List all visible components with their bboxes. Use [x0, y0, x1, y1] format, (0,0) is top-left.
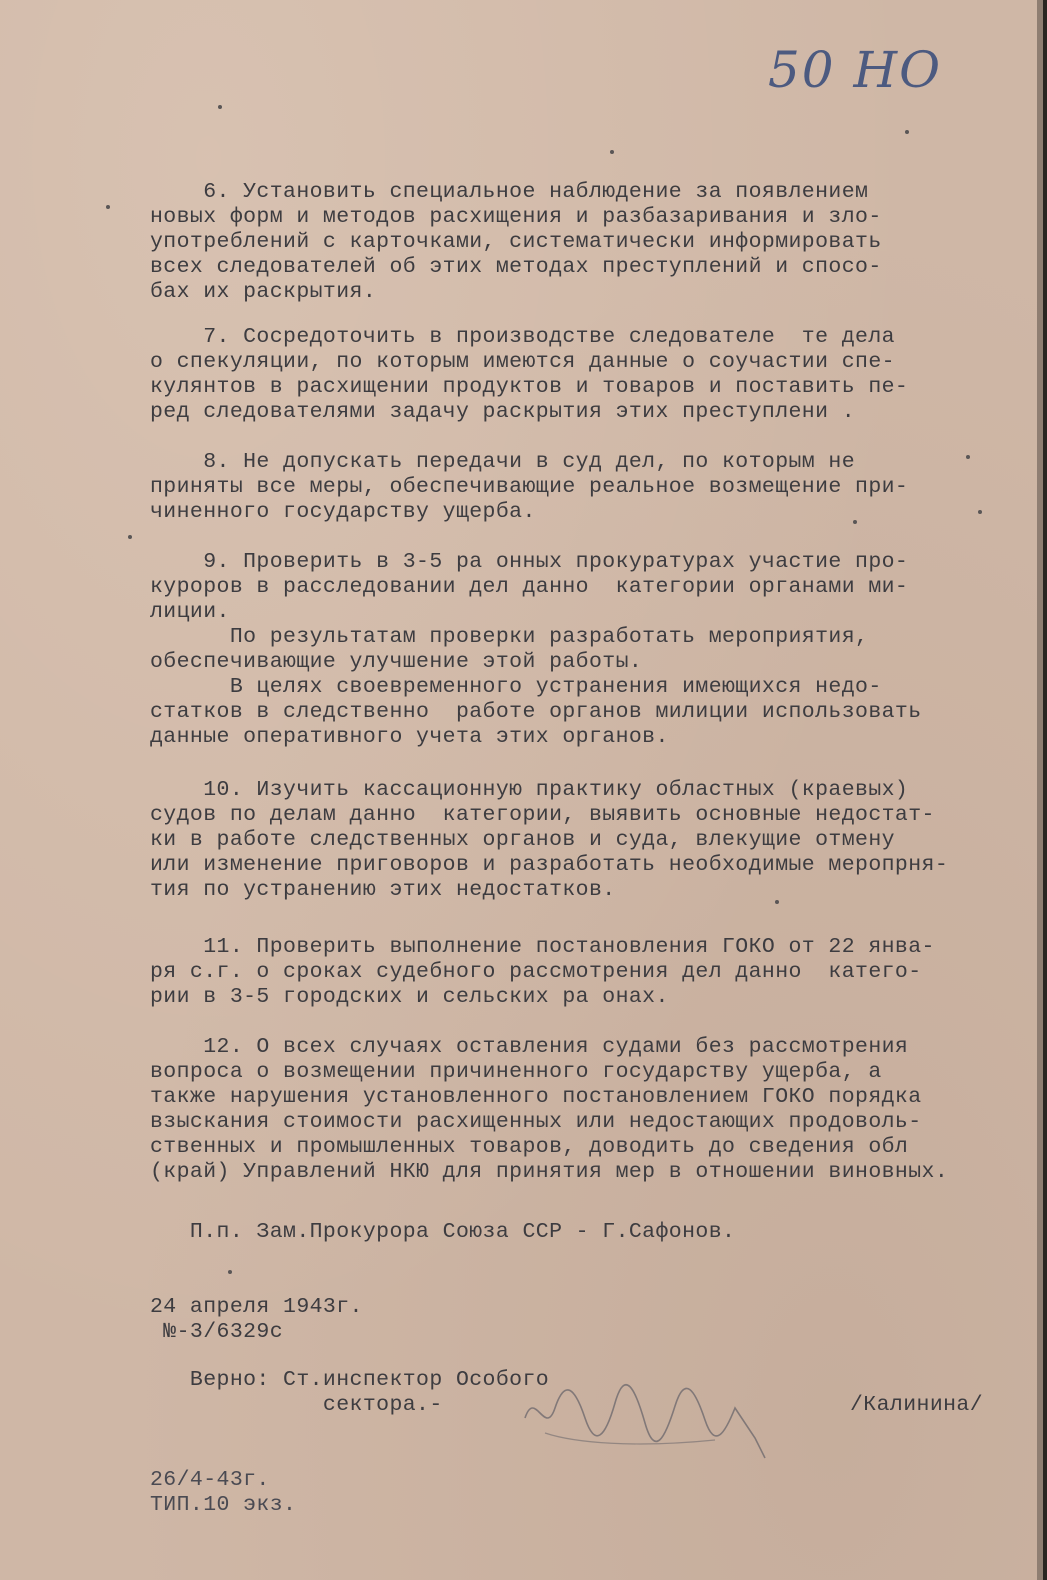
paragraph-11: 11. Проверить выполнение постановления ГОКО от 22 янва- ря с.г. о сроках судебного рассмотрения дел данно катего- рии в 3-5 городских и сельских ра онах.	[150, 935, 935, 1009]
paragraph-10: 10. Изучить кассационную практику областных (краевых) судов по делам данно категории, выявить основные недостат- ки в работе следственных органов и суда, влекущие отмену или изменение приговоров и разработать необходимые меропрня- тия по устранению этих недостатков.	[150, 778, 949, 902]
paper-speck	[218, 105, 222, 109]
paper-speck	[966, 455, 970, 459]
signer-name: /Калинина/	[850, 1393, 984, 1417]
paragraph-7: 7. Сосредоточить в производстве следователе те дела о спекуляции, по которым имеются данные о соучастии спе- кулянтов в расхищении продуктов и товаров и поставить пе- ред следователями задачу раскрытия этих преступлени .	[150, 325, 909, 424]
paragraph-8: 8. Не допускать передачи в суд дел, по которым не приняты все меры, обеспечивающие реальное возмещение при- чиненного государству ущерба.	[150, 450, 909, 524]
paper-speck	[228, 1270, 232, 1274]
handwritten-signature	[515, 1378, 795, 1468]
paragraph-6: 6. Установить специальное наблюдение за появлением новых форм и методов расхищения и разбазаривания и зло- употреблений с карточками, систематически информировать всех следователей об этих методах преступлений и спосо- бах их раскрытия.	[150, 180, 882, 304]
paper-speck	[610, 150, 614, 154]
signature-line: П.п. Зам.Прокурора Союза ССР - Г.Сафонов.	[150, 1220, 736, 1244]
paragraph-12: 12. О всех случаях оставления судами без рассмотрения вопроса о возмещении причиненного государству ущерба, а также нарушения установленного постановлением ГОКО порядка взыскания стоимости расхищенных или недостающих продоволь- ственных и промышленных товаров, доводить до сведения обл (край) Управлений НКЮ для принятия мер в отношении виновных.	[150, 1035, 949, 1184]
paper-speck	[775, 900, 779, 904]
page-edge	[1037, 0, 1043, 1580]
date-and-number: 24 апреля 1943г. №-3/6329с	[150, 1295, 363, 1344]
paper-speck	[128, 535, 132, 539]
paper-speck	[978, 510, 982, 514]
handwritten-archive-number: 50 НО	[768, 41, 943, 99]
certification-block: Верно: Ст.инспектор Особого сектора.-	[189, 1368, 550, 1417]
paper-speck	[905, 130, 909, 134]
paper-speck	[106, 205, 110, 209]
paragraph-9: 9. Проверить в 3-5 ра онных прокуратурах участие про- куроров в расследовании дел данно категории органами ми- лиции. По результатам проверки разработать мероприятия, обеспечивающие улучшение этой работы. В целях своевременного устранения имеющихся недо- статков в следственно работе органов милиции использовать данные оперативного учета этих органов.	[150, 550, 922, 749]
footer-note: 26/4-43г. ТИП.10 экз.	[150, 1468, 297, 1517]
paper-speck	[853, 520, 857, 524]
